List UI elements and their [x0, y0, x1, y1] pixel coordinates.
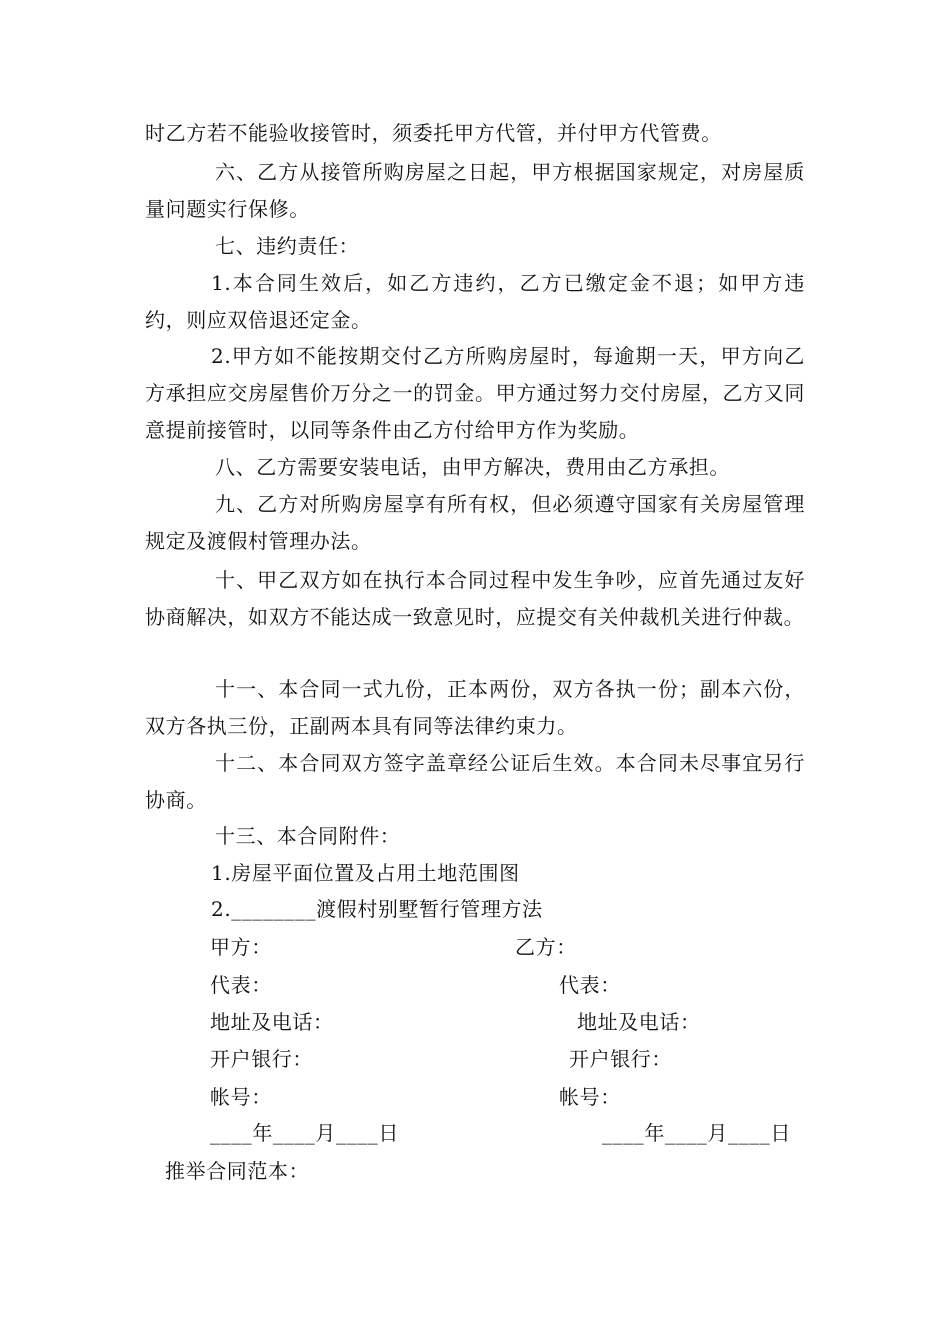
party-a-bank: 开户银行：: [210, 1047, 313, 1071]
party-a-date: ____年____月____日: [210, 1121, 399, 1145]
party-b-bank: 开户银行：: [569, 1047, 672, 1071]
clause-8: 八、乙方需要安装电话，由甲方解决，费用由乙方承担。: [215, 455, 730, 479]
party-b-representative: 代表：: [559, 973, 621, 997]
clause-9: 九、乙方对所购房屋享有所有权，但必须遵守国家有关房屋管理规定及渡假村管理办法。: [145, 492, 805, 553]
clause-7-item-1: 1.本合同生效后，如乙方违约，乙方已缴定金不退；如甲方违约，则应双倍退还定金。: [145, 271, 805, 332]
party-b-date: ____年____月____日: [602, 1121, 791, 1145]
party-b-label: 乙方：: [515, 935, 577, 959]
party-a-label: 甲方：: [210, 935, 272, 959]
clause-10: 十、甲乙双方如在执行本合同过程中发生争吵，应首先通过友好协商解决，如双方不能达成一致意见时，应提交有关仲裁机关进行仲裁。: [145, 568, 805, 629]
clause-6: 六、乙方从接管所购房屋之日起，甲方根据国家规定，对房屋质量问题实行保修。: [145, 160, 805, 221]
attachment-1: 1.房屋平面位置及占用土地范围图: [211, 861, 520, 885]
clause-12: 十二、本合同双方签字盖章经公证后生效。本合同未尽事宜另行协商。: [145, 751, 805, 812]
clause-13-heading: 十三、本合同附件：: [215, 824, 401, 848]
recommended-templates-heading: 推举合同范本：: [165, 1159, 310, 1183]
party-a-address-phone: 地址及电话：: [210, 1010, 334, 1034]
party-b-account: 帐号：: [559, 1085, 621, 1109]
clause-7-item-2: 2.甲方如不能按期交付乙方所购房屋时，每逾期一天，甲方向乙方承担应交房屋售价万分之一的罚金。甲方通过努力交付房屋，乙方又同意提前接管时，以同等条件由乙方付给甲方作为奖励。: [145, 344, 805, 442]
paragraph-continued: 时乙方若不能验收接管时，须委托甲方代管，并付甲方代管费。: [145, 121, 722, 145]
attachment-2: 2.________渡假村别墅暂行管理方法: [211, 897, 543, 921]
party-b-address-phone: 地址及电话：: [577, 1010, 701, 1034]
party-a-account: 帐号：: [210, 1085, 272, 1109]
party-a-representative: 代表：: [210, 973, 272, 997]
clause-7-heading: 七、违约责任：: [215, 234, 360, 258]
clause-11: 十一、本合同一式九份，正本两份，双方各执一份；副本六份，双方各执三份，正副两本具有同等法律约束力。: [145, 677, 805, 738]
